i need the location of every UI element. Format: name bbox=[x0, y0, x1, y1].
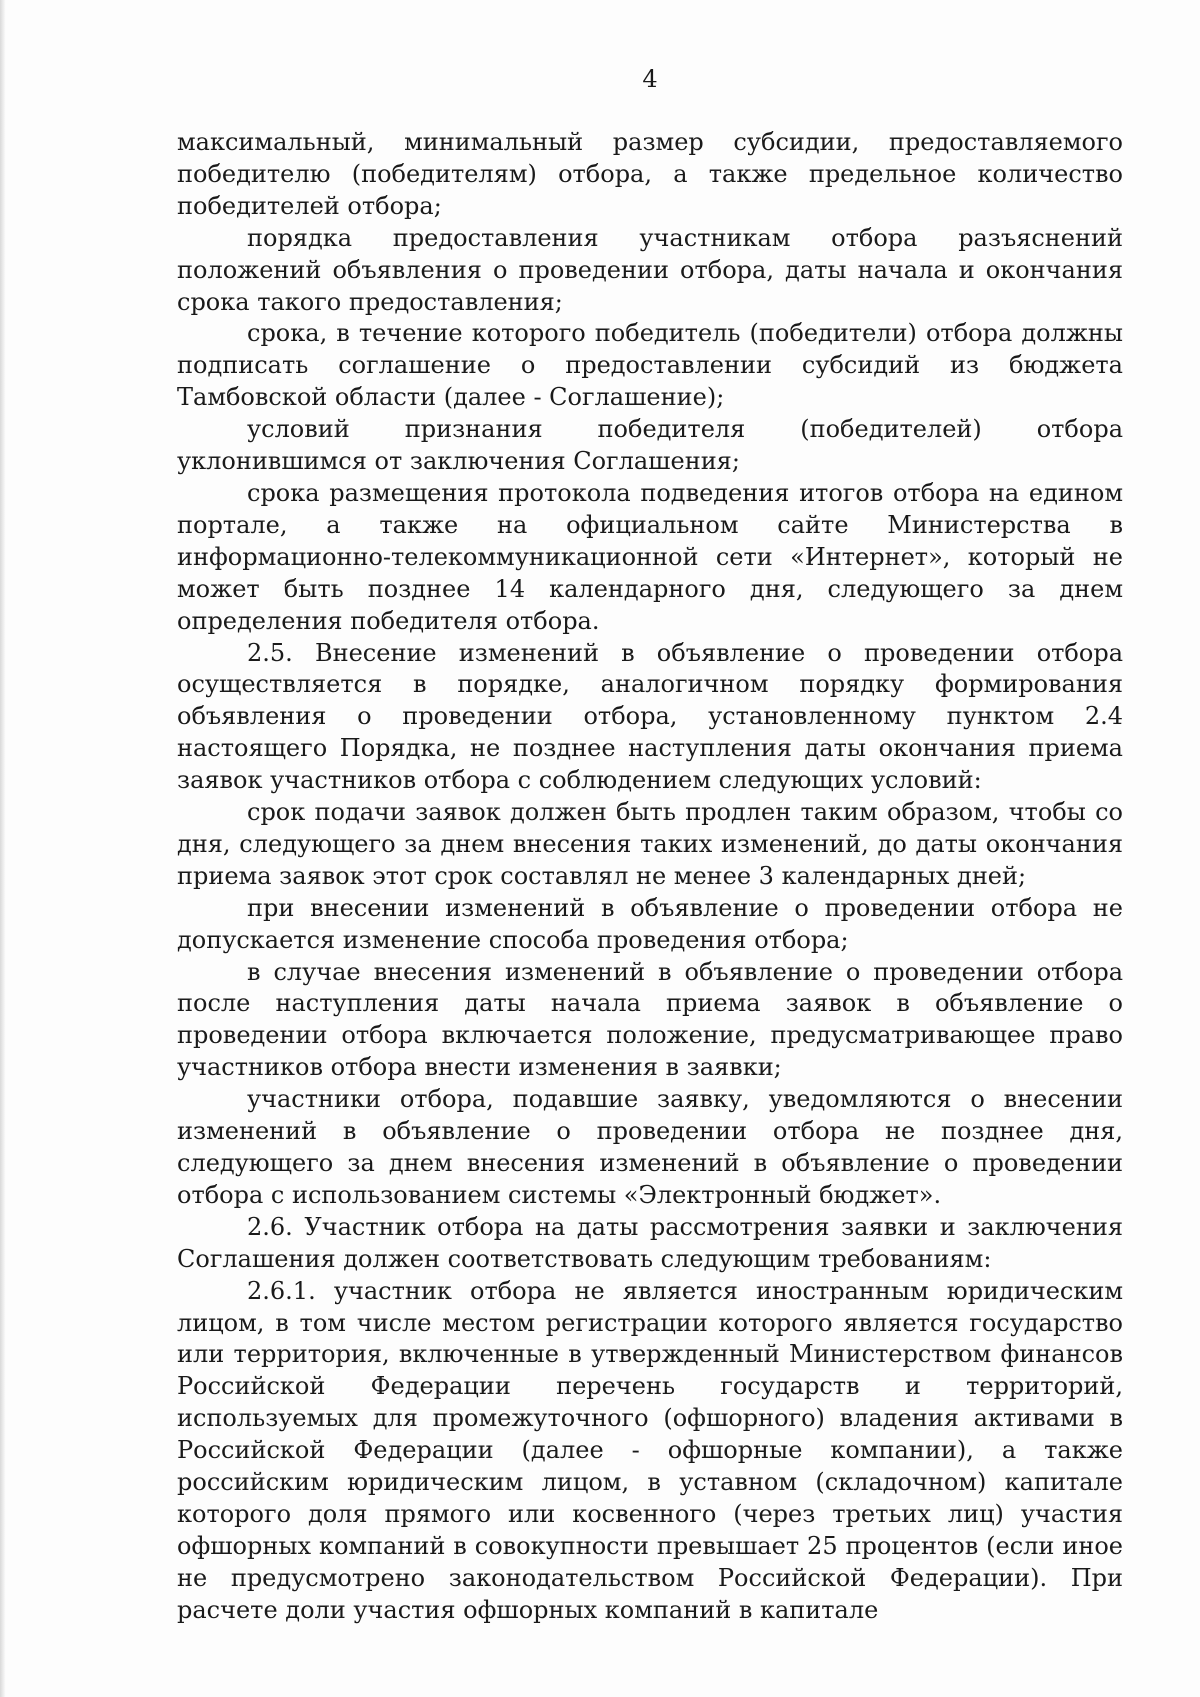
paragraph: при внесении изменений в объявление о проведении отбора не допускается изменение способа проведения отбора; bbox=[177, 893, 1123, 954]
section-2-5-paragraph: 2.5. Внесение изменений в объявление о проведении отбора осуществляется в порядке, аналогичном порядку формирования объявления о проведении отбора, установленному пунктом 2.4 настоящего Порядка, не позднее наступления даты окончания приема заявок участников отбора с соблюдением следующих условий: bbox=[177, 638, 1123, 795]
paragraph: участники отбора, подавшие заявку, уведомляются о внесении изменений в объявление о проведении отбора не позднее дня, следующего за днем внесения изменений в объявление о проведении отбора с использованием системы «Электронный бюджет». bbox=[177, 1085, 1123, 1209]
paragraph: срока размещения протокола подведения итогов отбора на едином портале, а также на официальном сайте Министерства в информационно-телекоммуникационной сети «Интернет», который не может быть позднее 14 календарного дня, следующего за днем определения победителя отбора. bbox=[177, 478, 1123, 635]
paragraph: порядка предоставления участникам отбора разъяснений положений объявления о проведении отбора, даты начала и окончания срока такого предоставления; bbox=[177, 223, 1123, 316]
section-2-6-1-paragraph: 2.6.1. участник отбора не является иностранным юридическим лицом, в том числе местом регистрации которого является государство или территория, включенные в утвержденный Министерством финансов Российской Федерации перечень государств и территорий, используемых для промежуточного (офшорного) владения активами в Российской Федерации (далее - офшорные компании), а также российским юридическим лицом, в уставном (складочном) капитале которого доля прямого или косвенного (через третьих лиц) участия офшорных компаний в совокупности превышает 25 процентов (если иное не предусмотрено законодательством Российской Федерации). При расчете доли участия офшорных компаний в капитале bbox=[177, 1276, 1123, 1624]
document-body bbox=[177, 127, 1123, 1627]
paragraph: в случае внесения изменений в объявление о проведении отбора после наступления даты начала приема заявок в объявление о проведении отбора включается положение, предусматривающее право участников отбора внести изменения в заявки; bbox=[177, 957, 1123, 1082]
section-2-6-paragraph: 2.6. Участник отбора на даты рассмотрения заявки и заключения Соглашения должен соответствовать следующим требованиям: bbox=[177, 1212, 1123, 1273]
paragraph: срока, в течение которого победитель (победители) отбора должны подписать соглашение о предоставлении субсидий из бюджета Тамбовской области (далее - Соглашение); bbox=[177, 319, 1123, 412]
scan-edge-shadow bbox=[0, 0, 6, 1697]
paragraph: условий признания победителя (победителей) отбора уклонившимся от заключения Соглашения; bbox=[177, 415, 1123, 476]
paragraph: срок подачи заявок должен быть продлен таким образом, чтобы со дня, следующего за днем внесения таких изменений, до даты окончания приема заявок этот срок составлял не менее 3 календарных дней; bbox=[177, 798, 1123, 890]
page-number: 4 bbox=[642, 65, 658, 93]
paragraph: максимальный, минимальный размер субсидии, предоставляемого победителю (победителям) отбора, а также предельное количество победителей отбора; bbox=[177, 128, 1123, 220]
